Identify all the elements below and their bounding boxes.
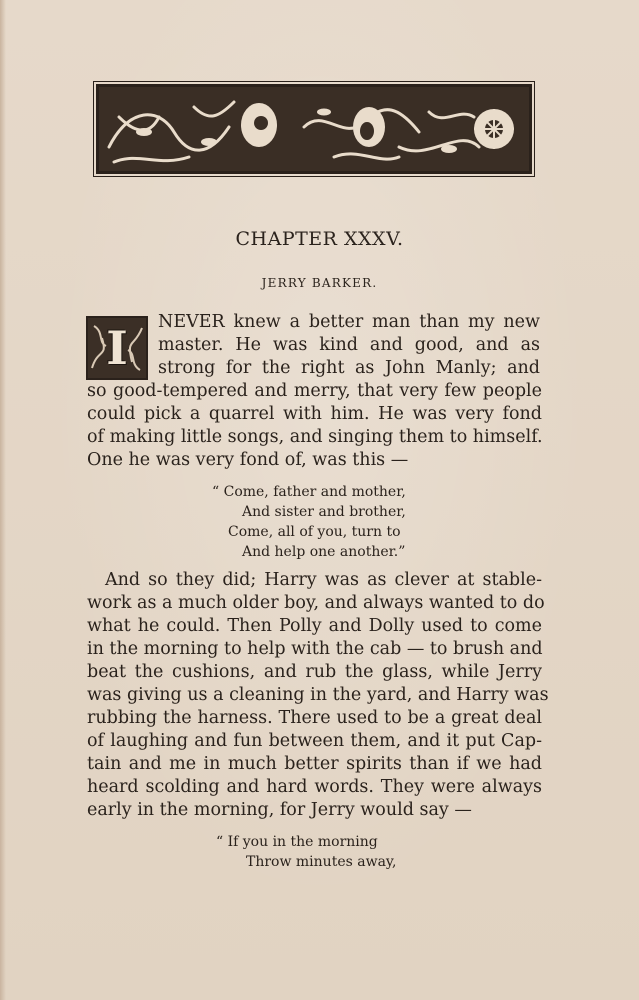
paragraph-line: of laughing and fun between them, and it put Cap- <box>87 731 542 751</box>
paragraph-line: master. He was kind and good, and as <box>158 335 540 355</box>
verse-line: And help one another.” <box>242 544 406 560</box>
paragraph-line: NEVER knew a better man than my new <box>158 312 540 332</box>
drop-cap-letter: I <box>106 321 128 375</box>
paragraph-line: rubbing the harness. There used to be a great deal <box>87 708 542 728</box>
chapter-title: CHAPTER XXXV. <box>235 228 404 250</box>
paragraph-line: what he could. Then Polly and Dolly used to come <box>87 616 542 636</box>
drop-cap <box>86 316 148 380</box>
paragraph-line: One he was very fond of, was this — <box>87 450 409 470</box>
page-edge <box>0 0 6 1000</box>
paragraph-line: in the morning to help with the cab — to brush and <box>87 639 543 659</box>
paragraph-line: And so they did; Harry was as clever at stable- <box>105 570 542 590</box>
ornamental-header-banner <box>96 84 532 174</box>
verse-line: Come, all of you, turn to <box>228 524 401 540</box>
paragraph-line: strong for the right as John Manly; and <box>158 358 540 378</box>
paragraph-line: beat the cushions, and rub the glass, while Jerry <box>87 662 542 682</box>
paragraph-line: heard scolding and hard words. They were always <box>87 777 542 797</box>
paragraph-line: early in the morning, for Jerry would say — <box>87 800 472 820</box>
paragraph-line: tain and me in much better spirits than if we had <box>87 754 542 774</box>
paragraph-line: work as a much older boy, and always wanted to do <box>87 593 545 613</box>
paragraph-line: was giving us a cleaning in the yard, and Harry was <box>87 685 549 705</box>
paragraph-line: so good-tempered and merry, that very few people <box>87 381 542 401</box>
paragraph-line: of making little songs, and singing them to himself. <box>87 427 543 447</box>
ornament-illustration <box>99 87 529 171</box>
paragraph-line: could pick a quarrel with him. He was very fond <box>87 404 542 424</box>
chapter-subtitle: JERRY BARKER. <box>261 276 378 290</box>
verse-line: And sister and brother, <box>242 504 406 520</box>
verse-line: “ Come, father and mother, <box>212 484 406 500</box>
verse-line: Throw minutes away, <box>246 854 397 870</box>
verse-line: “ If you in the morning <box>216 834 378 850</box>
